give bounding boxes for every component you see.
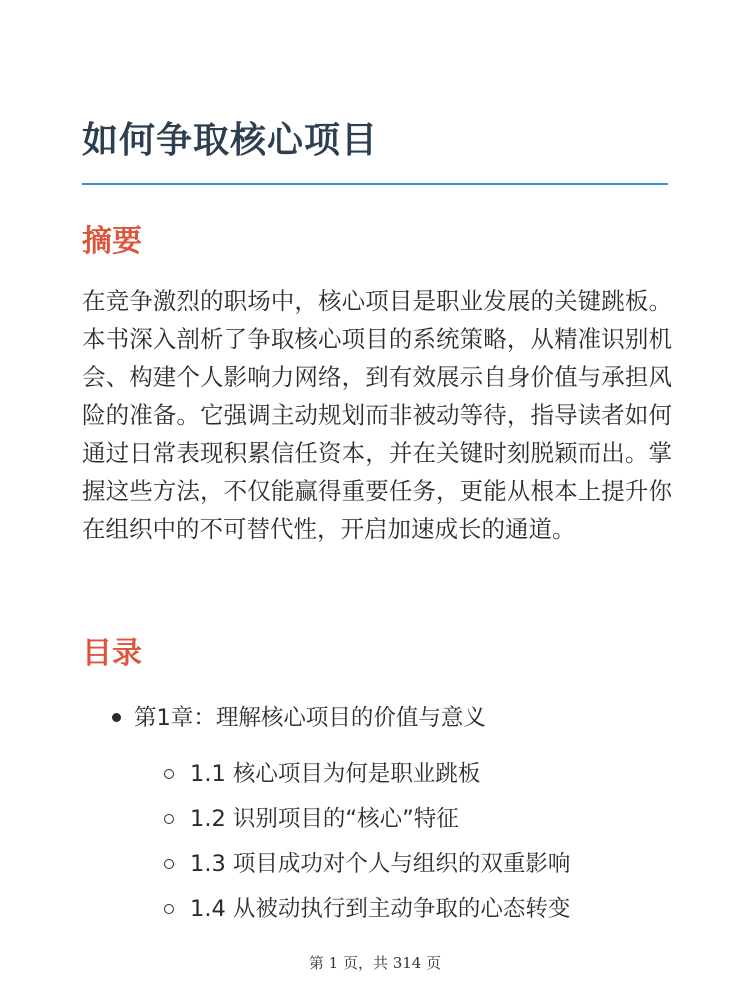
toc-chapter-1-sections [82,752,682,932]
bullet-icon [112,713,121,722]
abstract-heading: 摘要 [82,224,142,259]
abstract-text: 在竞争激烈的职场中，核心项目是职业发展的关键跳板。本书深入剖析了争取核心项目的系统策略，从精准识别机会、构建个人影响力网络，到有效展示自身价值与承担风险的准备。它强调主动规划而非被动等待，指导读者如何通过日常表现积累信任资本，并在关键时刻脱颖而出。掌握这些方法，不仅能赢得重要任务，更能从根本上提升你在组织中的不可替代性，开启加速成长的通道。 [82,287,672,543]
hollow-bullet-icon [164,904,174,914]
toc-heading: 目录 [82,636,142,671]
toc-section-label: 1.4 从被动执行到主动争取的心态转变 [190,896,571,922]
page-number: 第 1 页，共 314 页 [308,954,442,972]
toc-section-1-3 [82,842,682,887]
hollow-bullet-icon [164,859,174,869]
hollow-bullet-icon [164,814,174,824]
toc-section-label: 1.3 项目成功对个人与组织的双重影响 [190,851,571,877]
toc-section-1-4 [82,887,682,932]
toc-section-label: 1.2 识别项目的“核心”特征 [190,806,459,832]
toc-section-1-1 [82,752,682,797]
toc-section-1-2 [82,797,682,842]
title-divider [82,183,668,185]
toc-chapter-label: 第1章：理解核心项目的价值与意义 [134,705,486,731]
toc-chapter-1 [82,696,682,740]
toc-section-label: 1.1 核心项目为何是职业跳板 [190,761,481,787]
hollow-bullet-icon [164,769,174,779]
document-title: 如何争取核心项目 [82,120,379,161]
table-of-contents [82,696,682,932]
